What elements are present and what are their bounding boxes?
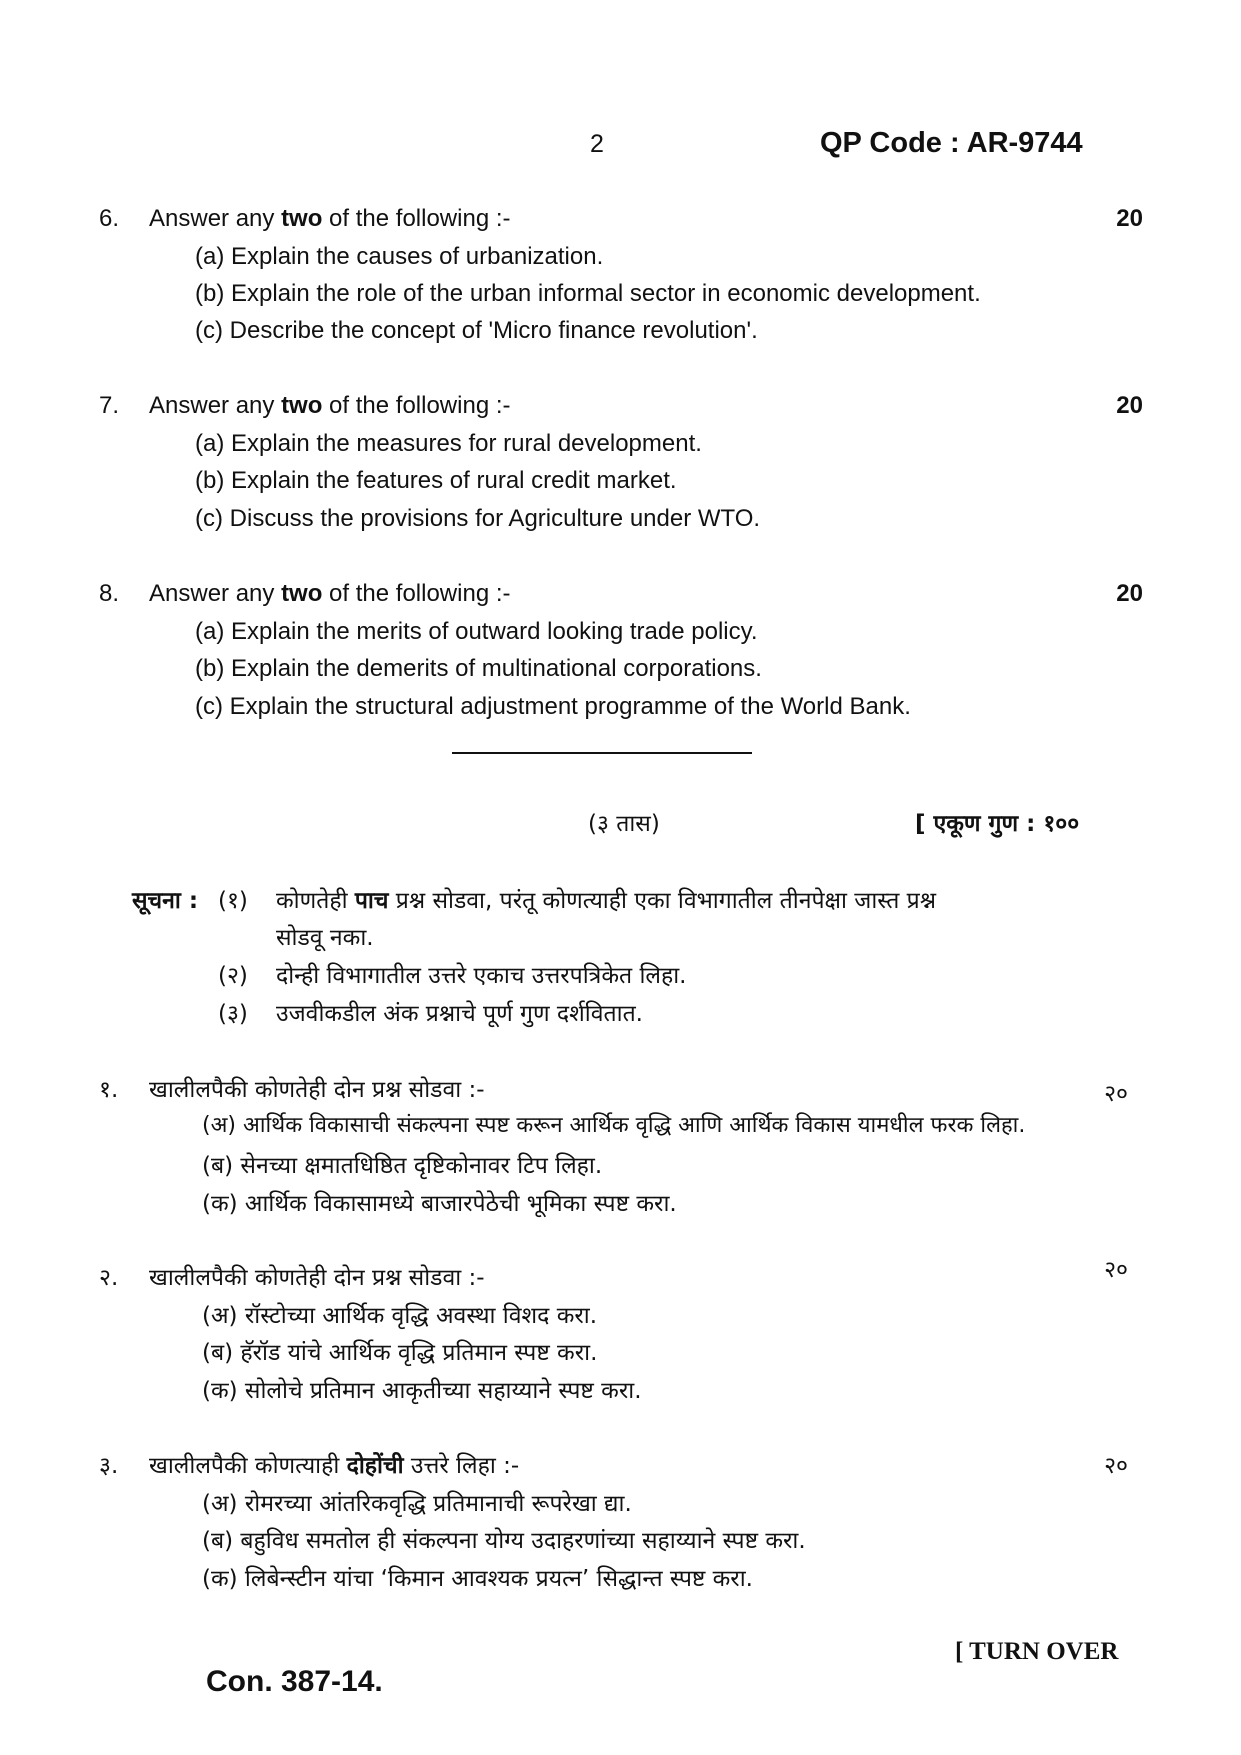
exam-duration: (३ तास) — [588, 811, 660, 837]
question-number: १. — [99, 1077, 119, 1103]
question-number: ३. — [99, 1453, 119, 1479]
question-part: (ब) बहुविध समतोल ही संकल्पना योग्य उदाहरणांच्या सहाय्याने स्पष्ट करा. — [202, 1528, 806, 1554]
total-marks: [ एकूण गुण : १०० — [915, 811, 1080, 837]
question-part: (क) सोलोचे प्रतिमान आकृतीच्या सहाय्याने स्पष्ट करा. — [202, 1378, 642, 1404]
question-part: (c) Discuss the provisions for Agriculture under WTO. — [195, 505, 761, 532]
instruction-number: (२) — [218, 963, 248, 989]
question-number: 7. — [99, 392, 120, 419]
question-number: 6. — [99, 205, 120, 232]
question-marks: २० — [1104, 1453, 1128, 1479]
question-number: २. — [99, 1265, 119, 1291]
question-marks: 20 — [1116, 205, 1143, 232]
section-divider — [452, 752, 752, 754]
qp-code: QP Code : AR-9744 — [820, 127, 1083, 159]
question-part: (a) Explain the measures for rural development. — [195, 430, 702, 457]
prompt-emphasis: दोहोंची — [346, 1453, 404, 1479]
prompt-text: उत्तरे लिहा :- — [403, 1453, 520, 1479]
question-marks: २० — [1104, 1257, 1128, 1283]
con-code: Con. 387-14. — [206, 1665, 383, 1698]
page-number: 2 — [590, 130, 604, 158]
question-part: (ब) सेनच्या क्षमातधिष्ठित दृष्टिकोनावर टिप लिहा. — [202, 1153, 603, 1179]
question-part: (c) Describe the concept of 'Micro finance revolution'. — [195, 317, 758, 344]
question-part: (अ) रॉस्टोच्या आर्थिक वृद्धि अवस्था विशद करा. — [202, 1303, 598, 1329]
prompt-emphasis: two — [281, 392, 323, 419]
prompt-text: of the following :- — [322, 580, 511, 607]
question-part: (अ) रोमरच्या आंतरिकवृद्धि प्रतिमानाची रूपरेखा द्या. — [202, 1491, 632, 1517]
question-number: 8. — [99, 580, 120, 607]
question-part: (c) Explain the structural adjustment programme of the World Bank. — [195, 693, 911, 720]
prompt-text: Answer any — [149, 580, 282, 607]
question-part: (b) Explain the demerits of multinational corporations. — [195, 655, 762, 682]
question-part: (b) Explain the features of rural credit market. — [195, 467, 677, 494]
question-part: (अ) आर्थिक विकासाची संकल्पना स्पष्ट करून आर्थिक वृद्धि आणि आर्थिक विकास यामधील फरक लिहा. — [202, 1113, 1026, 1138]
question-part: (a) Explain the merits of outward looking trade policy. — [195, 618, 758, 645]
prompt-text: खालीलपैकी कोणत्याही — [149, 1453, 347, 1479]
prompt-text: Answer any — [149, 392, 282, 419]
instruction-text: दोन्ही विभागातील उत्तरे एकाच उत्तरपत्रिकेत लिहा. — [276, 963, 687, 989]
question-marks: 20 — [1116, 392, 1143, 419]
instruction-number: (१) — [218, 888, 248, 914]
question-prompt — [149, 1448, 519, 1480]
prompt-emphasis: two — [281, 205, 323, 232]
question-marks: 20 — [1116, 580, 1143, 607]
question-part: (b) Explain the role of the urban informal sector in economic development. — [195, 280, 981, 307]
prompt-text: Answer any — [149, 205, 282, 232]
question-part: (क) लिबेन्स्टीन यांचा ‘किमान आवश्यक प्रयत्न’ सिद्धान्त स्पष्ट करा. — [202, 1566, 753, 1592]
question-marks: २० — [1104, 1081, 1128, 1107]
prompt-emphasis: two — [281, 580, 323, 607]
question-prompt: खालीलपैकी कोणतेही दोन प्रश्न सोडवा :- — [149, 1077, 485, 1103]
instruction-part: प्रश्न सोडवा, परंतू कोणत्याही एका विभागातील तीनपेक्षा जास्त प्रश्न — [388, 888, 937, 914]
question-prompt — [149, 392, 511, 420]
instruction-continuation: सोडवू नका. — [276, 925, 374, 951]
prompt-text: of the following :- — [322, 392, 511, 419]
instruction-part: कोणतेही — [276, 888, 355, 914]
instructions-label: सूचना : — [132, 888, 199, 914]
question-part: (क) आर्थिक विकासामध्ये बाजारपेठेची भूमिका स्पष्ट करा. — [202, 1191, 677, 1217]
turn-over-note: [ TURN OVER — [955, 1638, 1119, 1665]
question-prompt — [149, 205, 511, 233]
instruction-text: उजवीकडील अंक प्रश्नाचे पूर्ण गुण दर्शवितात. — [276, 1001, 643, 1027]
question-prompt — [149, 580, 511, 608]
instruction-emphasis: पाच — [354, 888, 389, 914]
prompt-text: of the following :- — [322, 205, 511, 232]
question-part: (a) Explain the causes of urbanization. — [195, 243, 604, 270]
instruction-text — [276, 883, 936, 915]
question-part: (ब) हॅरॉड यांचे आर्थिक वृद्धि प्रतिमान स्पष्ट करा. — [202, 1340, 598, 1366]
question-prompt: खालीलपैकी कोणतेही दोन प्रश्न सोडवा :- — [149, 1265, 485, 1291]
instruction-number: (३) — [218, 1001, 248, 1027]
